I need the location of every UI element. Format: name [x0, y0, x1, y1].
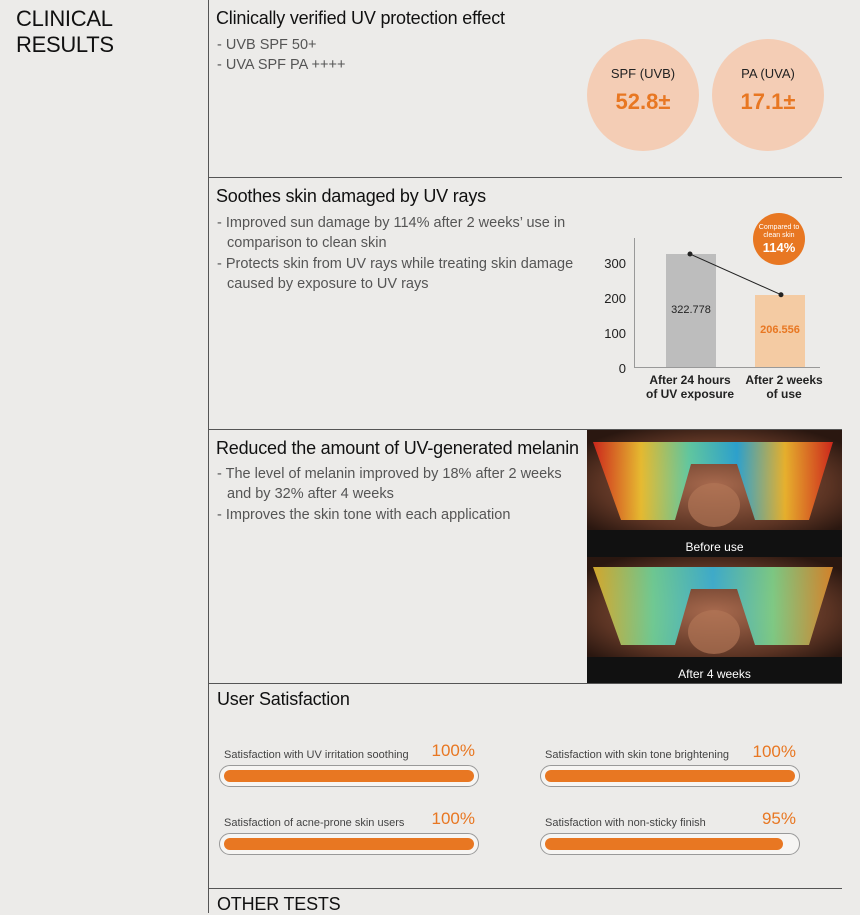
satisfaction-bar-track: [540, 833, 800, 855]
y-tick-200: 200: [604, 291, 626, 306]
satisfaction-bar-fill: [545, 838, 783, 850]
x-label-after-24-hours-line2: of UV exposure: [645, 387, 735, 401]
spf-label: SPF (UVB): [610, 66, 676, 81]
badge-text-1: Compared to: [758, 224, 800, 231]
badge-text-2: clean skin: [763, 232, 795, 239]
satisfaction-percent: 100%: [431, 809, 475, 828]
satisfaction-label: Satisfaction with UV irritation soothing: [224, 749, 409, 761]
uv-bullet-uva: - UVA SPF PA ++++: [217, 57, 346, 73]
badge-value: 114%: [762, 240, 796, 255]
x-label-after-24-hours: [640, 373, 740, 401]
x-label-after-2-weeks-line2: of use: [766, 387, 802, 401]
satisfaction-bar-track: [540, 765, 800, 787]
satisfaction-bar-track: [219, 833, 479, 855]
after-4-weeks-caption: After 4 weeks: [678, 667, 751, 681]
uv-bullet-uvb: - UVB SPF 50+: [217, 37, 317, 53]
pa-value: 17.1±: [740, 89, 796, 114]
soothes-title: Soothes skin damaged by UV rays: [216, 186, 486, 206]
x-label-after-24-hours-line1: After 24 hours: [649, 373, 731, 387]
before-use-image: [587, 430, 842, 557]
melanin-bullet-1-line1: - The level of melanin improved by 18% after 2 weeks: [217, 466, 562, 482]
satisfaction-percent: 95%: [761, 809, 796, 828]
y-tick-0: 0: [618, 361, 626, 376]
sidebar-title-line2: RESULTS: [16, 32, 114, 57]
satisfaction-label: Satisfaction with non-sticky finish: [545, 817, 706, 829]
melanin-bullet-1: [217, 464, 582, 504]
satisfaction-label: Satisfaction with skin tone brightening: [545, 749, 730, 761]
after-4-weeks-image: [587, 557, 842, 684]
melanin-title: Reduced the amount of UV-generated melanin: [216, 438, 579, 458]
soothes-bullet-1-line2: comparison to clean skin: [227, 235, 387, 251]
satisfaction-bar-fill: [224, 838, 474, 850]
satisfaction-label: Satisfaction of acne-prone skin users: [224, 817, 405, 829]
soothes-bullet-2-line1: - Protects skin from UV rays while treating skin damage: [217, 256, 574, 272]
uv-protection-title: Clinically verified UV protection effect: [216, 8, 505, 28]
section-divider-3: [208, 683, 842, 684]
melanin-bullet-1-line2: and by 32% after 4 weeks: [227, 486, 394, 502]
spf-value: 52.8±: [615, 89, 671, 114]
bar-label-after-2-weeks: 206.556: [760, 324, 800, 336]
y-tick-100: 100: [604, 326, 626, 341]
other-tests-title: OTHER TESTS: [217, 894, 341, 914]
x-label-after-2-weeks: [734, 373, 834, 401]
satisfaction-title: User Satisfaction: [217, 689, 350, 709]
x-label-after-2-weeks-line1: After 2 weeks: [745, 373, 823, 387]
satisfaction-percent: 100%: [752, 742, 796, 761]
satisfaction-bar-fill: [224, 770, 474, 782]
soothes-bullet-2-line2: caused by exposure to UV rays: [227, 276, 429, 292]
bar-label-after-24-hours: 322.778: [671, 304, 711, 316]
melanin-bullet-2: - Improves the skin tone with each application: [217, 507, 511, 523]
pa-label: PA (UVA): [741, 66, 795, 81]
sidebar-title-line1: CLINICAL: [16, 6, 113, 31]
comparison-badge: [753, 213, 805, 265]
satisfaction-bar-fill: [545, 770, 795, 782]
satisfaction-bar-track: [219, 765, 479, 787]
y-tick-300: 300: [604, 256, 626, 271]
satisfaction-percent: 100%: [431, 741, 475, 760]
before-face-picture: [587, 430, 842, 530]
after-face-picture: [587, 557, 842, 657]
section-divider-4: [208, 888, 842, 889]
soothes-bullet-1-line1: - Improved sun damage by 114% after 2 weeks’ use in: [217, 215, 566, 231]
before-use-caption: Before use: [685, 540, 744, 554]
